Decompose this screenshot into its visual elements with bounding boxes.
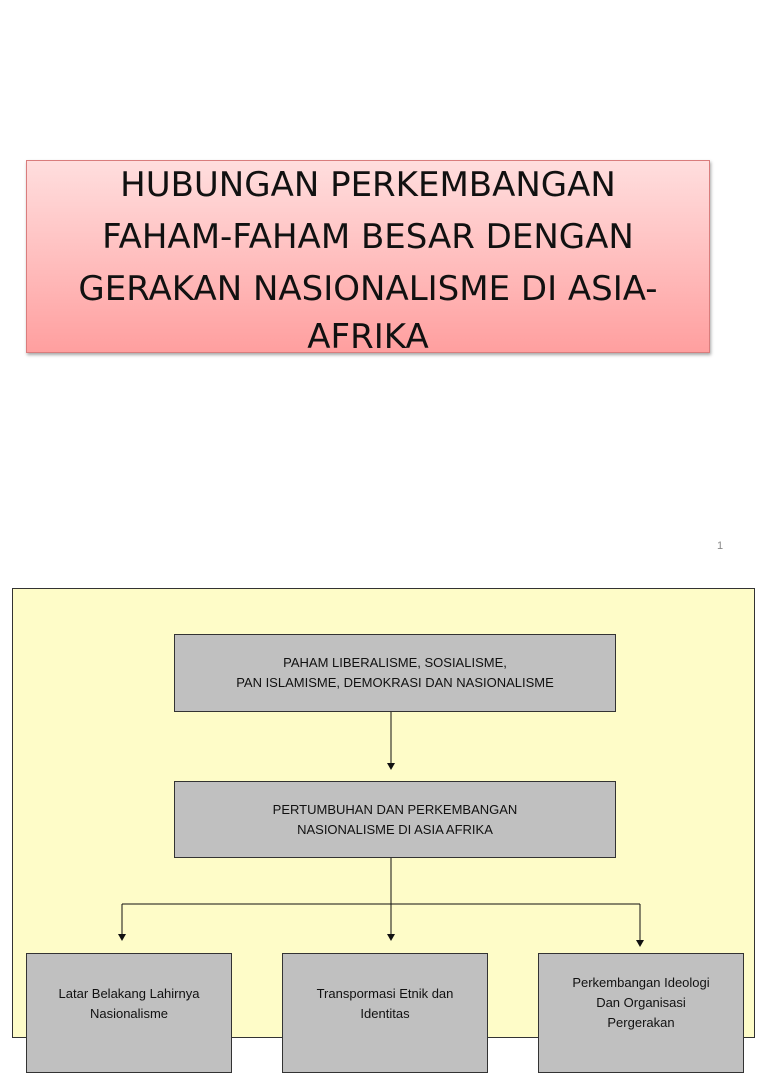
arrow-center-head [387,934,395,941]
bottom-node-2-line-1: Transpormasi Etnik dan [316,986,454,1001]
title-box [26,160,710,357]
bottom-node-1-line-1: Latar Belakang Lahirnya [58,986,200,1001]
top-node-line-1: PAHAM LIBERALISME, SOSIALISME, [283,655,507,670]
top-node-line-2: PAN ISLAMISME, DEMOKRASI DAN NASIONALISME [236,675,554,690]
bottom-node-2-line-2: Identitas [360,1006,410,1021]
middle-node-line-2: NASIONALISME DI ASIA AFRIKA [297,821,493,837]
top-node-paham [174,634,616,712]
arrow-top-to-middle-head [387,763,395,770]
title-line-1: HUBUNGAN PERKEMBANGAN [120,165,616,205]
title-line-2: FAHAM-FAHAM BESAR DENGAN [102,217,634,257]
diagram-slide [12,588,755,1038]
bottom-node-3-line-3: Pergerakan [607,1015,675,1030]
middle-node-line-1: PERTUMBUHAN DAN PERKEMBANGAN [272,801,518,817]
bottom-node-1-line-2: Nasionalisme [89,1006,169,1021]
bottom-node-3-line-1: Perkembangan Ideologi [572,975,710,990]
bottom-node-3-line-2: Dan Organisasi [596,995,686,1010]
middle-node-pertumbuhan [174,781,616,858]
page-number: 1 [716,540,724,552]
bottom-node-transpormasi [282,953,488,1073]
arrow-left-head [118,934,126,941]
title-line-4: AFRIKA [307,317,429,357]
arrow-right-head [636,940,644,947]
bottom-node-latar-belakang [26,953,232,1073]
bottom-node-perkembangan-ideologi [538,953,744,1073]
title-line-3: GERAKAN NASIONALISME DI ASIA- [78,269,658,309]
